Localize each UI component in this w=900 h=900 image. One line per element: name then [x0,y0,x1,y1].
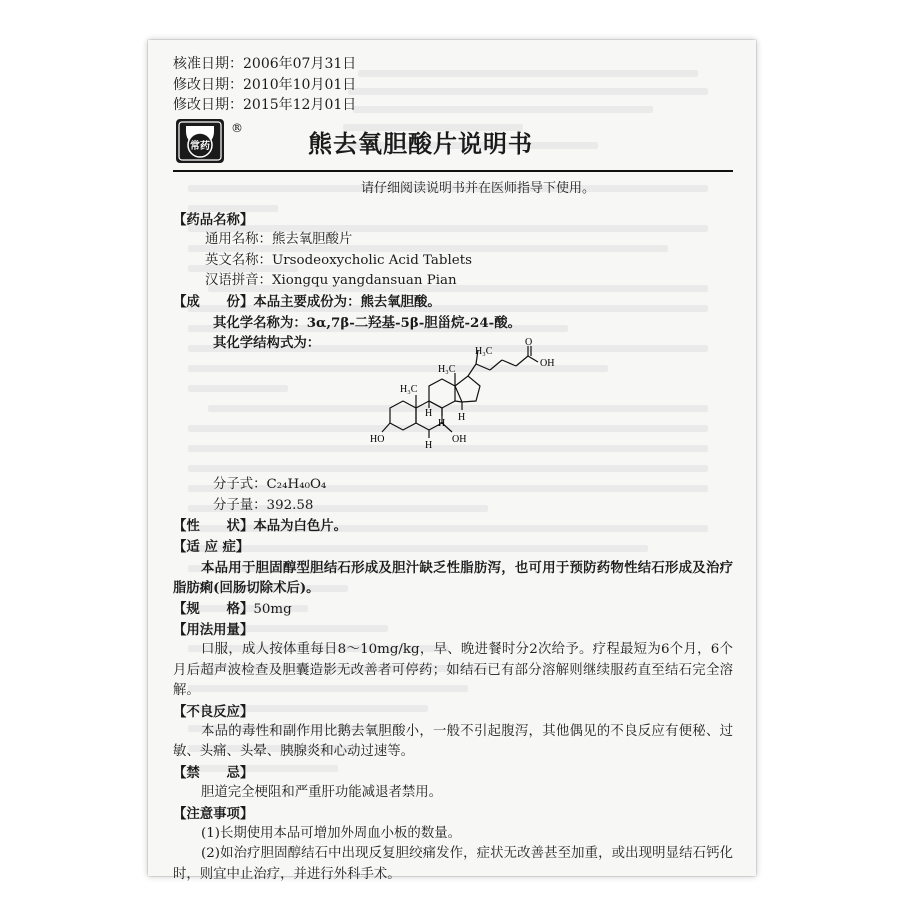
precaution-item-2: (2)如治疗胆固醇结石中出现反复胆绞痛发作，症状无改善甚至加重，或出现明显结石钙化时，则宜中止治疗，并进行外科手术。 [173,846,733,882]
properties-text: 本品为白色片。 [253,517,348,534]
brand-logo [175,118,225,164]
brand-logo-text: 常药 [190,140,210,152]
chemical-name: 其化学名称为：3α,7β-二羟基-5β-胆甾烷-24-酸。 [213,314,521,331]
pinyin-name: 汉语拼音：Xiongqu yangdansuan Pian [205,273,457,289]
composition-line [173,292,733,313]
indications-text: 本品用于胆固醇型胆结石形成及胆汁缺乏性脂肪泻，也可用于预防药物性结石形成及治疗脂肪痢(回肠切除术后)。 [173,559,733,597]
struct-hydroxyl-left: HO [370,433,385,445]
struct-oxygen: O [525,336,533,348]
spec-text: 50mg [253,601,292,617]
adverse-text: 本品的毒性和副作用比鹅去氧胆酸小，一般不引起腹泻，其他偶见的不良反应有便秘、过敏、头痛、头晕、胰腺炎和心动过速等。 [173,724,733,760]
indications-heading: 【适 应 症】 [173,539,250,556]
adverse-heading: 【不良反应】 [173,703,254,720]
struct-methyl-top: H₃C [475,345,493,357]
composition-text: 本品主要成份为：熊去氧胆酸。 [253,293,441,310]
leaflet-content [173,54,733,885]
struct-hydrogen-2: H [438,417,446,429]
properties-heading: 【性 状】 [173,517,254,534]
molecular-formula: 分子式：C₂₄H₄₀O₄ [213,477,327,493]
usage-heading: 【用法用量】 [173,622,254,638]
spec-heading: 【规 格】 [173,600,254,617]
approval-date: 核准日期：2006年07月31日 [173,56,357,72]
common-name: 通用名称：熊去氧胆酸片 [205,232,353,248]
contraindications-text: 胆道完全梗阻和严重肝功能减退者禁用。 [201,785,443,801]
leaflet-sheet [148,40,756,882]
revision-date-2: 修改日期：2015年12月01日 [173,97,357,113]
drug-name-heading: 【药品名称】 [173,211,254,228]
struct-hydrogen-3: H [425,407,433,419]
subtitle: 请仔细阅读说明书并在医师指导下使用。 [360,180,595,196]
structure-label: 其化学结构式为： [213,335,321,352]
struct-methyl-ring: H₃C [400,383,418,395]
struct-hydrogen-4: H [458,411,466,423]
precaution-item-1: (1)长期使用本品可增加外周血小板的数量。 [201,826,461,842]
english-name: 英文名称：Ursodeoxycholic Acid Tablets [205,252,472,268]
precautions-heading: 【注意事项】 [173,805,254,822]
contraindications-heading: 【禁 忌】 [173,764,254,781]
document-title: 熊去氧胆酸片说明书 [308,129,533,158]
title-rule [173,170,733,172]
revision-dates [173,54,733,116]
struct-hydroxyl-right: OH [452,433,467,445]
registered-mark: ® [231,120,243,135]
properties-line [173,516,733,537]
header [173,118,733,170]
usage-text: 口服，成人按体重每日8～10mg/kg，早、晚进餐时分2次给予。疗程最短为6个月，6个月后超声波检查及胆囊造影无改善者可停药；如结石已有部分溶解则继续服药直至结石完全溶解。 [173,642,733,699]
chemical-structure-diagram [370,336,608,468]
struct-hydrogen-1: H [425,439,433,451]
molecular-weight: 分子量：392.58 [213,497,314,513]
struct-methyl-mid: H₃C [438,363,456,375]
struct-acid-oh: OH [540,357,555,369]
revision-date-1: 修改日期：2010年10月01日 [173,76,357,93]
spec-line [173,599,733,620]
composition-heading: 【成 份】 [173,293,254,310]
